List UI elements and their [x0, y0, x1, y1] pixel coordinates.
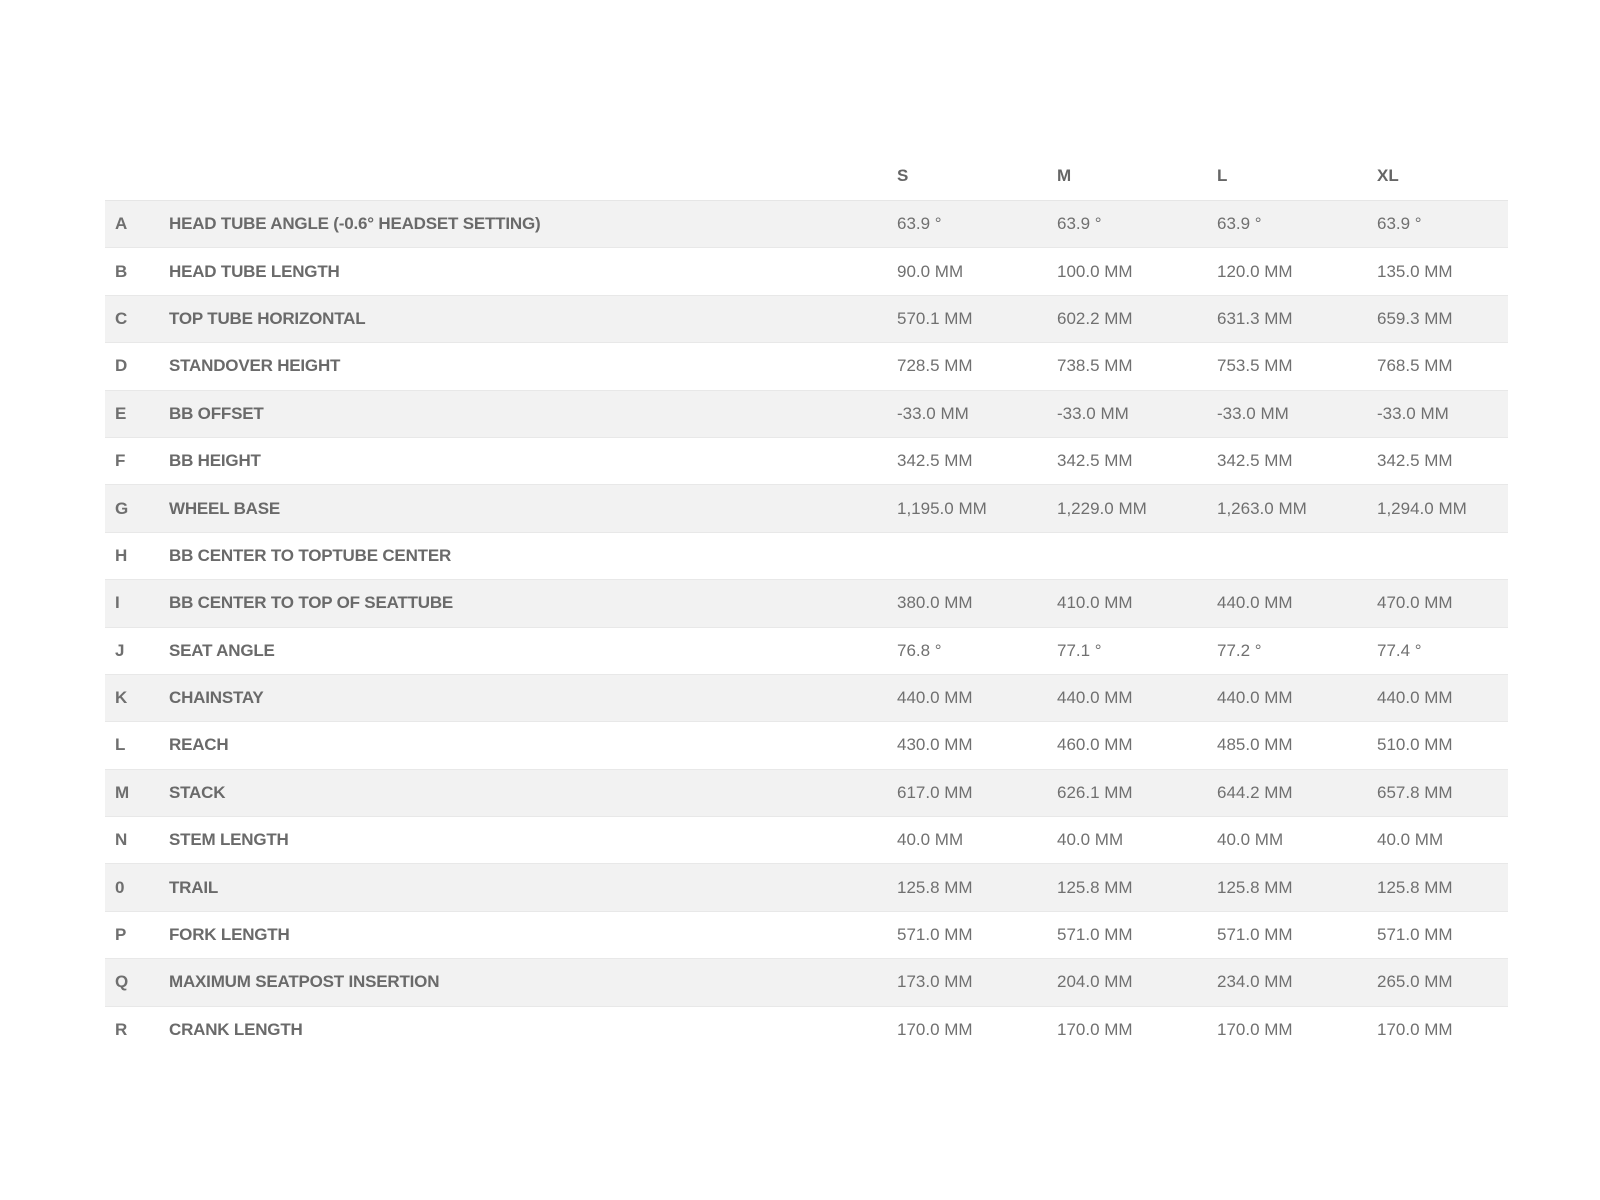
value-cell-s: 40.0 MM	[897, 817, 1057, 864]
table-row	[105, 817, 1508, 864]
value-cell-xl: 63.9 °	[1377, 201, 1508, 248]
value-cell-s: 76.8 °	[897, 627, 1057, 674]
value-cell-xl: 768.5 MM	[1377, 343, 1508, 390]
value-cell-m: 40.0 MM	[1057, 817, 1217, 864]
value-cell-s: 342.5 MM	[897, 437, 1057, 484]
value-cell-xl: 571.0 MM	[1377, 911, 1508, 958]
value-cell-s: 63.9 °	[897, 201, 1057, 248]
value-cell-l: 485.0 MM	[1217, 722, 1377, 769]
table-row	[105, 390, 1508, 437]
table-row	[105, 959, 1508, 1006]
value-cell-l	[1217, 532, 1377, 579]
row-letter: F	[105, 437, 169, 484]
row-letter: K	[105, 674, 169, 721]
value-cell-l: 1,263.0 MM	[1217, 485, 1377, 532]
value-cell-m: 1,229.0 MM	[1057, 485, 1217, 532]
value-cell-l: 40.0 MM	[1217, 817, 1377, 864]
row-letter: 0	[105, 864, 169, 911]
value-cell-m: 63.9 °	[1057, 201, 1217, 248]
column-header-xl: XL	[1377, 152, 1508, 201]
value-cell-l: 644.2 MM	[1217, 769, 1377, 816]
row-label: BB CENTER TO TOP OF SEATTUBE	[169, 580, 897, 627]
row-letter: P	[105, 911, 169, 958]
row-letter: R	[115, 1020, 128, 1040]
value-cell-m: 77.1 °	[1057, 627, 1217, 674]
column-header-m: M	[1057, 152, 1217, 201]
value-cell-m: 410.0 MM	[1057, 580, 1217, 627]
value-cell-l: 440.0 MM	[1217, 674, 1377, 721]
value-cell-l: 440.0 MM	[1217, 580, 1377, 627]
column-header-s: S	[897, 152, 1057, 201]
value-cell-xl: 510.0 MM	[1377, 722, 1508, 769]
value-cell-s: 571.0 MM	[897, 911, 1057, 958]
table-row	[105, 769, 1508, 816]
value-cell-s: 1,195.0 MM	[897, 485, 1057, 532]
row-letter: J	[105, 627, 169, 674]
row-letter: N	[105, 817, 169, 864]
value-cell-m: -33.0 MM	[1057, 390, 1217, 437]
row-label: TOP TUBE HORIZONTAL	[169, 295, 897, 342]
table-header	[105, 152, 1508, 201]
value-cell-s: 125.8 MM	[897, 864, 1057, 911]
value-cell-xl: 40.0 MM	[1377, 817, 1508, 864]
value-cell-m: 342.5 MM	[1057, 437, 1217, 484]
value-cell-l: -33.0 MM	[1217, 390, 1377, 437]
value-cell-l: 63.9 °	[1217, 201, 1377, 248]
value-cell-s: 728.5 MM	[897, 343, 1057, 390]
row-label: STACK	[169, 769, 897, 816]
header-row	[105, 152, 1508, 201]
value-cell-s: 617.0 MM	[897, 769, 1057, 816]
value-cell-xl: 170.0 MM	[1377, 1020, 1453, 1040]
value-cell-m	[1057, 532, 1217, 579]
table-row	[105, 864, 1508, 911]
value-cell-s: 430.0 MM	[897, 722, 1057, 769]
value-cell-l: 753.5 MM	[1217, 343, 1377, 390]
row-label: STANDOVER HEIGHT	[169, 343, 897, 390]
value-cell-m: 738.5 MM	[1057, 343, 1217, 390]
value-cell-l: 125.8 MM	[1217, 864, 1377, 911]
row-letter: Q	[105, 959, 169, 1006]
row-letter: H	[105, 532, 169, 579]
table-row	[105, 437, 1508, 484]
row-label: BB OFFSET	[169, 390, 897, 437]
value-cell-m: 460.0 MM	[1057, 722, 1217, 769]
row-label: REACH	[169, 722, 897, 769]
value-cell-m: 602.2 MM	[1057, 295, 1217, 342]
row-label: HEAD TUBE LENGTH	[169, 248, 897, 295]
value-cell-xl: 125.8 MM	[1377, 864, 1508, 911]
row-letter: M	[105, 769, 169, 816]
value-cell-m: 100.0 MM	[1057, 248, 1217, 295]
row-label: STEM LENGTH	[169, 817, 897, 864]
value-cell-xl: -33.0 MM	[1377, 390, 1508, 437]
row-label: SEAT ANGLE	[169, 627, 897, 674]
value-cell-s: 570.1 MM	[897, 295, 1057, 342]
value-cell-l: 234.0 MM	[1217, 959, 1377, 1006]
value-cell-m: 626.1 MM	[1057, 769, 1217, 816]
value-cell-xl: 470.0 MM	[1377, 580, 1508, 627]
table-body	[105, 201, 1508, 1054]
value-cell-xl: 659.3 MM	[1377, 295, 1508, 342]
row-letter: D	[105, 343, 169, 390]
value-cell-s: 90.0 MM	[897, 248, 1057, 295]
table-row	[105, 674, 1508, 721]
row-letter: I	[105, 580, 169, 627]
table-row	[105, 580, 1508, 627]
value-cell-s: -33.0 MM	[897, 390, 1057, 437]
value-cell-l: 571.0 MM	[1217, 911, 1377, 958]
header-label-cell	[169, 152, 897, 201]
value-cell-xl: 440.0 MM	[1377, 674, 1508, 721]
table-row	[105, 201, 1508, 248]
table-row	[105, 248, 1508, 295]
value-cell-s	[897, 532, 1057, 579]
row-label: HEAD TUBE ANGLE (-0.6° HEADSET SETTING)	[169, 201, 897, 248]
value-cell-l: 170.0 MM	[1217, 1020, 1293, 1040]
table-row	[105, 1006, 1508, 1053]
row-letter: C	[105, 295, 169, 342]
row-label: BB CENTER TO TOPTUBE CENTER	[169, 532, 897, 579]
table-row	[105, 722, 1508, 769]
value-cell-l: 77.2 °	[1217, 627, 1377, 674]
table-row	[105, 627, 1508, 674]
value-cell-m: 440.0 MM	[1057, 674, 1217, 721]
value-cell-s: 170.0 MM	[897, 1020, 973, 1040]
value-cell-xl: 265.0 MM	[1377, 959, 1508, 1006]
row-label: CHAINSTAY	[169, 674, 897, 721]
row-label: CRANK LENGTH	[169, 1020, 303, 1040]
table-row	[105, 532, 1508, 579]
table-row	[105, 295, 1508, 342]
table-row	[105, 343, 1508, 390]
value-cell-m: 170.0 MM	[1057, 1020, 1133, 1040]
value-cell-m: 571.0 MM	[1057, 911, 1217, 958]
value-cell-l: 120.0 MM	[1217, 248, 1377, 295]
row-label: BB HEIGHT	[169, 437, 897, 484]
value-cell-xl: 342.5 MM	[1377, 437, 1508, 484]
value-cell-s: 173.0 MM	[897, 959, 1057, 1006]
row-label: MAXIMUM SEATPOST INSERTION	[169, 959, 897, 1006]
table-row	[105, 485, 1508, 532]
value-cell-xl: 135.0 MM	[1377, 248, 1508, 295]
geometry-table	[105, 152, 1508, 1054]
header-letter-cell	[105, 152, 169, 201]
value-cell-xl: 1,294.0 MM	[1377, 485, 1508, 532]
row-letter: L	[105, 722, 169, 769]
value-cell-m: 125.8 MM	[1057, 864, 1217, 911]
value-cell-xl: 77.4 °	[1377, 627, 1508, 674]
column-header-l: L	[1217, 152, 1377, 201]
row-label: TRAIL	[169, 864, 897, 911]
value-cell-m: 204.0 MM	[1057, 959, 1217, 1006]
value-cell-xl: 657.8 MM	[1377, 769, 1508, 816]
row-letter: E	[105, 390, 169, 437]
row-letter: G	[105, 485, 169, 532]
row-label: FORK LENGTH	[169, 911, 897, 958]
row-label: WHEEL BASE	[169, 485, 897, 532]
row-letter: B	[105, 248, 169, 295]
value-cell-s: 440.0 MM	[897, 674, 1057, 721]
row-letter: A	[105, 201, 169, 248]
table-row	[105, 911, 1508, 958]
value-cell-l: 631.3 MM	[1217, 295, 1377, 342]
value-cell-s: 380.0 MM	[897, 580, 1057, 627]
value-cell-l: 342.5 MM	[1217, 437, 1377, 484]
value-cell-xl	[1377, 532, 1508, 579]
